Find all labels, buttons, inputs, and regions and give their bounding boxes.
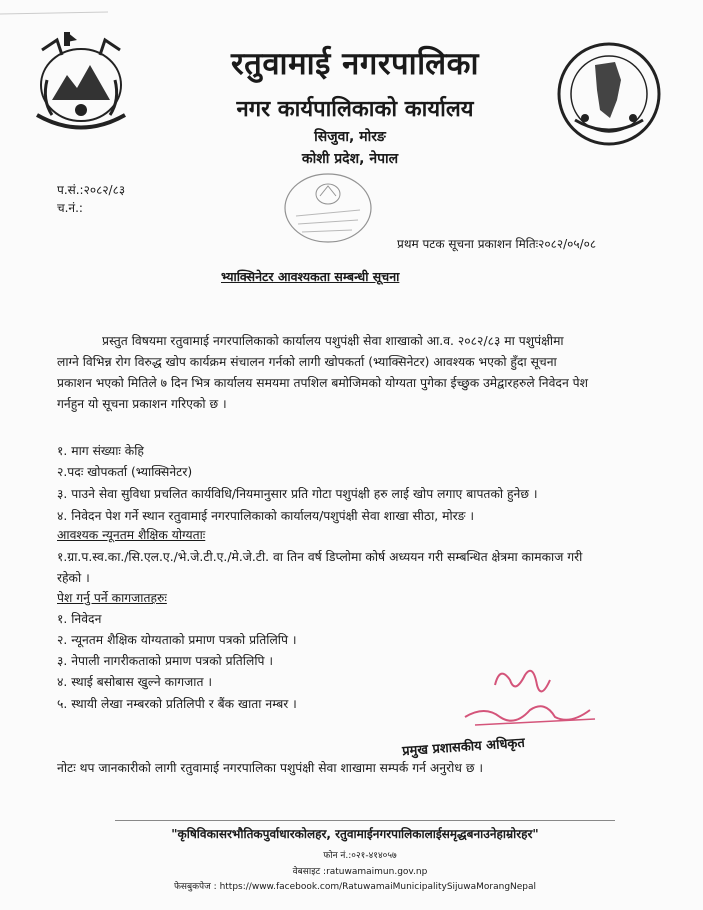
- qualification-line-2: रहेको ।: [57, 571, 90, 585]
- list-item: ३. नेपाली नागरीकताको प्रमाण पत्रको प्रतिलिपि ।: [57, 654, 274, 668]
- reference-number: प.सं.:२०८२/८३: [57, 183, 126, 197]
- list-item: ४. स्थाई बसोबास खुल्ने कागजात ।: [57, 675, 213, 689]
- list-item: ४. निवेदन पेश गर्ने स्थान रतुवामाई नगरपालिकाको कार्यालय/पशुपंक्षी सेवा शाखा सीठा, मोरङ ।: [57, 509, 475, 523]
- municipality-seal-icon: [555, 40, 663, 148]
- office-province: कोशी प्रदेश, नेपाल: [301, 151, 399, 167]
- office-location: सिजुवा, मोरङ: [314, 129, 386, 145]
- notice-paragraph-line-4: गर्नहुन यो सूचना प्रकाशन गरिएको छ ।: [57, 397, 227, 411]
- signatory-designation: प्रमुख प्रशासकीय अधिकृत: [401, 735, 526, 760]
- publish-date: प्रथम पटक सूचना प्रकाशन मितिः२०८२/०५/०८: [397, 237, 597, 251]
- notice-paragraph-line-1: प्रस्तुत विषयमा रतुवामाई नगरपालिकाको कार्यालय पशुपंक्षी सेवा शाखाको आ.व. २०८२/८३ मा पशुपंक्षीमा: [102, 334, 564, 348]
- list-item: ३. पाउने सेवा सुविधा प्रचलित कार्यविधि/नियमानुसार प्रति गोटा पशुपंक्षी हरु लाई खोप लगाए बापतको हुनेछ ।: [57, 487, 538, 501]
- scan-artifact: [0, 0, 110, 22]
- footer-website: वेबसाइट :ratuwamaimun.gov.np: [292, 867, 428, 877]
- dispatch-number: च.नं.:: [57, 201, 83, 215]
- footer-motto: "कृषिविकासरभौतिकपुर्वाधारकोलहर, रतुवामाईनगरपालिकालाईसमृद्धबनाउनेहाम्रोरहर": [171, 827, 539, 841]
- footer-facebook: फेसबुकपेज : https://www.facebook.com/RatuwamaiMunicipalitySijuwaMorangNepal: [173, 882, 537, 892]
- list-item: १. माग संख्याः केहि: [57, 444, 144, 458]
- nepal-emblem-icon: [22, 30, 140, 140]
- notice-paragraph-line-2: लाग्ने विभिन्न रोग विरुद्ध खोप कार्यक्रम संचालन गर्नको लागी खोपकर्ता (भ्याक्सिनेटर) आवश्यक भएको हुँदा सूचना: [57, 355, 557, 369]
- qualification-line-1: १.ग्रा.प.स्व.का./सि.एल.ए./भे.जे.टी.ए./मे.जे.टी. वा तिन वर्ष डिप्लोमा कोर्ष अध्ययन गरी सम्बन्धित क्षेत्रमा कामकाज गरी: [57, 550, 583, 564]
- notice-paragraph-line-3: प्रकाशन भएको मितिले ७ दिन भित्र कार्यालय समयमा तपशिल बमोजिमको योग्यता पुगेका ईच्छुक उमेद्वारहरुले निवेदन पेश: [57, 376, 589, 390]
- footer-divider: [115, 820, 615, 821]
- list-item: ५. स्थायी लेखा नम्बरको प्रतिलिपी र बैंक खाता नम्बर ।: [57, 697, 297, 711]
- list-item: १. निवेदन: [57, 612, 102, 626]
- municipality-title: रतुवामाई नगरपालिका: [230, 46, 480, 82]
- documents-heading: पेश गर्नु पर्ने कागजातहरुः: [57, 591, 167, 605]
- qualification-heading: आवश्यक न्यूनतम शैक्षिक योग्यताः: [57, 528, 206, 542]
- note-text: नोटः थप जानकारीको लागी रतुवामाई नगरपालिका पशुपंक्षी सेवा शाखामा सम्पर्क गर्न अनुरोध छ ।: [57, 761, 484, 775]
- signature-icon: [455, 655, 615, 745]
- office-stamp-icon: [282, 170, 374, 246]
- list-item: २. न्यूनतम शैक्षिक योग्यताको प्रमाण पत्रको प्रतिलिपि ।: [57, 633, 297, 647]
- list-item: २.पदः खोपकर्ता (भ्याक्सिनेटर): [57, 465, 193, 479]
- notice-heading: भ्याक्सिनेटर आवश्यकता सम्बन्धी सूचना: [221, 269, 400, 284]
- office-subtitle: नगर कार्यपालिकाको कार्यालय: [236, 97, 474, 122]
- footer-phone: फोन नं.:०२१-४१४०५७: [323, 851, 397, 861]
